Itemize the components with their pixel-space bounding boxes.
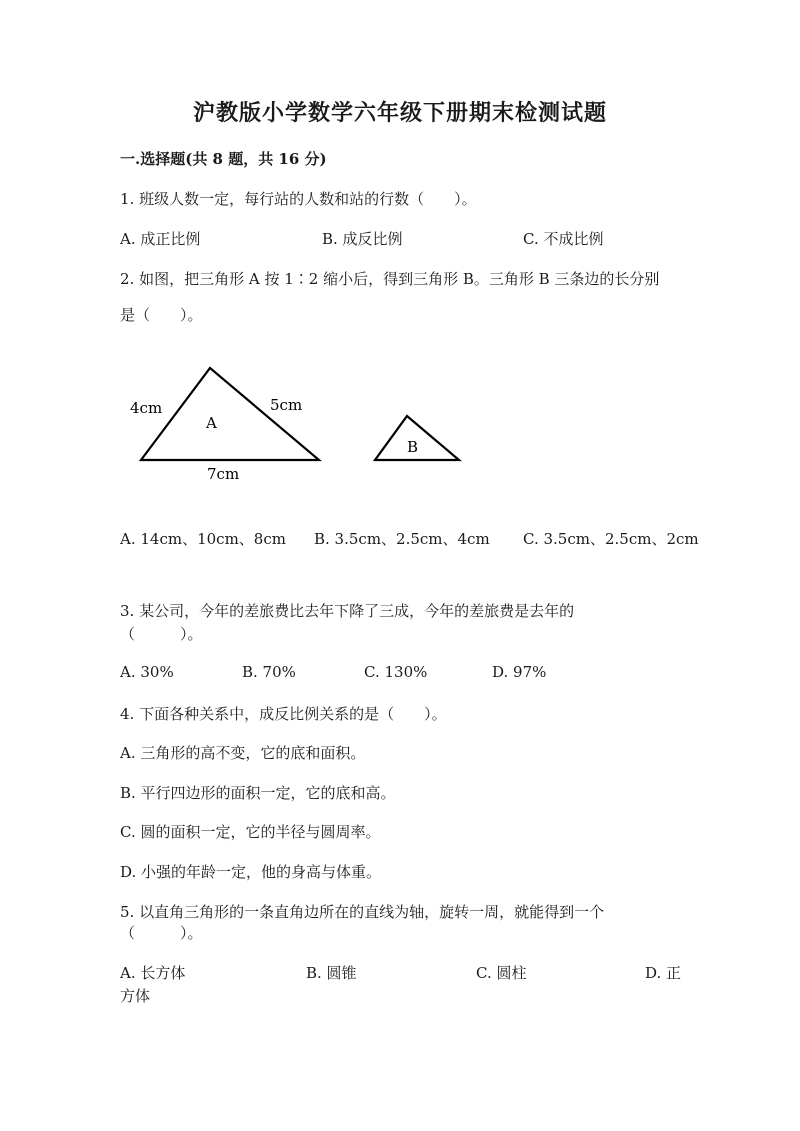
question-2-option-c: C. 3.5cm、2.5cm、2cm xyxy=(523,530,699,548)
question-1-option-b: B. 成反比例 xyxy=(322,230,403,248)
triangle-b-label: B xyxy=(407,438,419,456)
question-2-option-b: B. 3.5cm、2.5cm、4cm xyxy=(314,530,490,548)
question-5-option-c: C. 圆柱 xyxy=(476,964,527,982)
question-1-option-a: A. 成正比例 xyxy=(120,230,201,248)
question-5-stem-line1: 5. 以直角三角形的一条直角边所在的直线为轴，旋转一周，就能得到一个 xyxy=(120,903,605,921)
question-2-stem-line1: 2. 如图，把三角形 A 按 1∶2 缩小后，得到三角形 B。三角形 B 三条边的长分别 xyxy=(120,270,660,288)
question-2-option-a: A. 14cm、10cm、8cm xyxy=(120,530,286,548)
question-5-option-d-wrap: 方体 xyxy=(120,987,151,1005)
question-4-option-a: A. 三角形的高不变，它的底和面积。 xyxy=(120,744,366,762)
question-3-stem-line2: （ ）。 xyxy=(120,625,203,643)
question-4-option-c: C. 圆的面积一定，它的半径与圆周率。 xyxy=(120,823,381,841)
question-3-option-d: D. 97% xyxy=(492,663,547,681)
section-heading: 一.选择题(共 8 题，共 16 分) xyxy=(120,150,327,168)
triangle-a-left-side-label: 4cm xyxy=(130,399,163,417)
question-3-option-c: C. 130% xyxy=(364,663,428,681)
question-1-stem: 1. 班级人数一定，每行站的人数和站的行数（ ）。 xyxy=(120,190,477,208)
triangle-a-right-side-label: 5cm xyxy=(270,396,303,414)
triangle-a-label: A xyxy=(206,414,217,432)
question-5-stem-line2: （ ）。 xyxy=(120,924,203,942)
question-4-stem: 4. 下面各种关系中，成反比例关系的是（ ）。 xyxy=(120,705,447,723)
triangle-figure xyxy=(120,355,480,495)
question-5-option-b: B. 圆锥 xyxy=(306,964,357,982)
triangle-a-shape xyxy=(141,368,319,460)
question-1-option-c: C. 不成比例 xyxy=(523,230,604,248)
page-title: 沪教版小学数学六年级下册期末检测试题 xyxy=(192,100,607,126)
question-3-option-a: A. 30% xyxy=(120,663,174,681)
question-5-option-d: D. 正 xyxy=(645,964,682,982)
question-4-option-b: B. 平行四边形的面积一定，它的底和高。 xyxy=(120,784,396,802)
question-3-stem-line1: 3. 某公司，今年的差旅费比去年下降了三成，今年的差旅费是去年的 xyxy=(120,602,575,620)
question-2-stem-line2: 是（ ）。 xyxy=(120,306,203,324)
question-5-option-a: A. 长方体 xyxy=(120,964,186,982)
question-3-option-b: B. 70% xyxy=(242,663,296,681)
triangle-a-bottom-side-label: 7cm xyxy=(207,465,240,483)
question-4-option-d: D. 小强的年龄一定，他的身高与体重。 xyxy=(120,863,382,881)
